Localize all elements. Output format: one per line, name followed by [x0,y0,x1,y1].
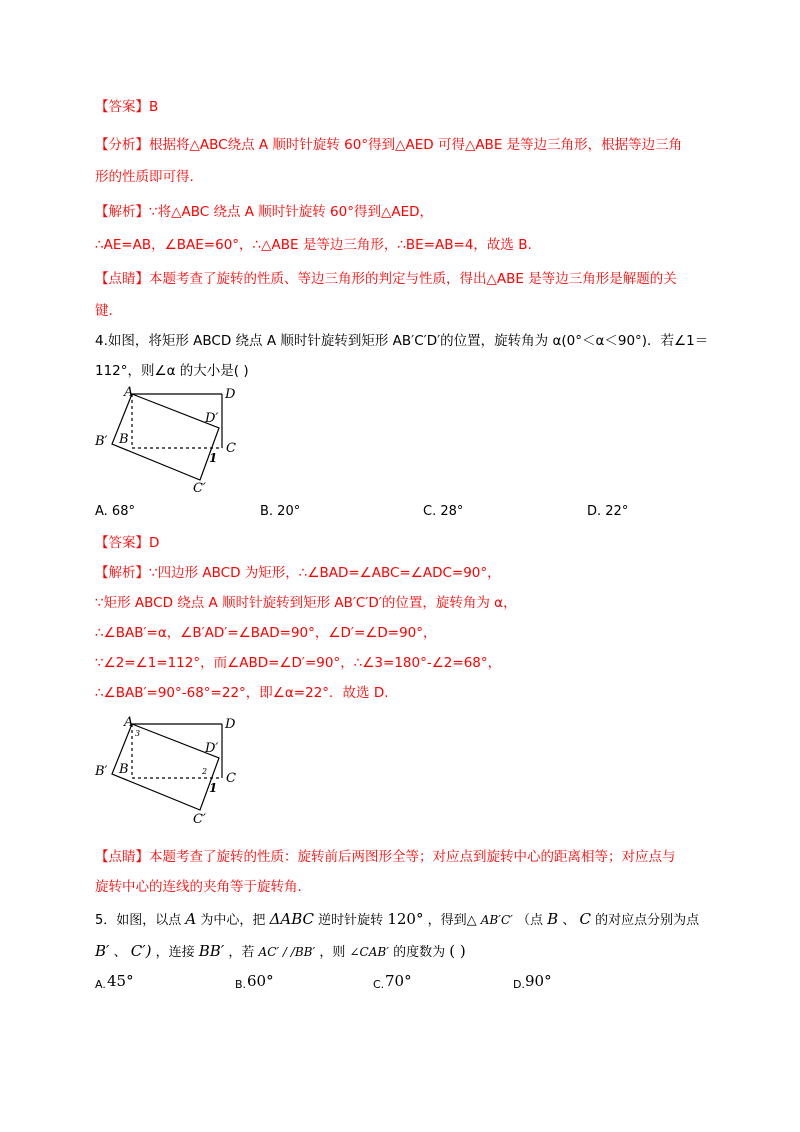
q5-segment-BBp: BB′ [198,942,225,960]
label-D: D [225,387,236,402]
q4-solution-figure [90,710,260,828]
q4-comment-line1: 【点睛】本题考查了旋转的性质：旋转前后两图形全等；对应点到旋转中心的距离相等；对应点与 [95,849,676,865]
q4-solution-line1: 【解析】∵四边形 ABCD 为矩形，∴∠BAD=∠ABC=∠ADC=90°， [95,565,501,581]
sol-label-Dp: D′ [205,741,219,756]
q4-figure [90,380,260,495]
sol-label-1: 1 [209,781,218,795]
q3-answer: 【答案】B [95,99,159,115]
q5-point-Bp: B′ [95,942,110,960]
q5-triangle-ABC: ΔABC [269,910,315,928]
q5-point-A: A [185,910,197,928]
q5-option-b: B. 60° [235,972,274,991]
sol-label-C: C [226,771,236,786]
q5-point-Cp: C′) [130,942,152,960]
label-B: B [119,432,129,447]
q4-option-c: C. 28° [423,504,464,519]
label-A: A [124,385,134,400]
q3-comment-line2: 键. [95,303,113,319]
sol-label-D: D [225,717,236,732]
q4-option-d: D. 22° [587,504,629,519]
q3-analysis-line1: 【分析】根据将△ABC绕点 A 顺时针旋转 60°得到△AED 可得△ABE 是等边三角形，根据等边三角 [95,137,683,153]
q4-answer: 【答案】D [95,535,160,551]
q3-analysis-line2: 形的性质即可得. [95,169,194,185]
sol-label-Cp: C′ [193,812,206,827]
sol-label-2: 2 [202,767,208,776]
q5-stem-line1: 5．如图，以点 A 为中心，把 ΔABC 逆时针旋转 120° ，得到△ AB′C′ （点 B 、 C 的对应点分别为点 [95,910,700,928]
label-Cp: C′ [193,481,206,495]
q5-parallel: AC′ / /BB′ [258,945,316,959]
sol-label-A: A [124,715,134,730]
q5-blank: ( ) [449,942,466,960]
q5-triangle-ABpCp: AB′C′ [480,913,513,927]
q5-point-B: B [547,910,559,928]
q4-comment-line2: 旋转中心的连线的夹角等于旋转角. [95,879,302,895]
sol-label-B: B [119,762,129,777]
q5-option-a: A. 45° [95,972,134,991]
q3-solution-line1: 【解析】∵将△ABC 绕点 A 顺时针旋转 60°得到△AED， [95,204,434,220]
q3-solution-line2: ∴AE=AB，∠BAE=60°，∴△ABE 是等边三角形，∴BE=AB=4，故选 B. [95,237,532,253]
q4-option-a: A. 68° [95,504,135,519]
q5-stem-line2: B′ 、 C′) ，连接 BB′ ，若 AC′ / /BB′ ，则 ∠CAB′ 的度数为 ( ) [95,942,466,960]
label-Dp: D′ [205,411,219,426]
q5-point-C: C [579,910,591,928]
q4-solution-line2: ∵矩形 ABCD 绕点 A 顺时针旋转到矩形 AB′C′D′的位置，旋转角为 α， [95,595,517,611]
q4-solution-line3: ∴∠BAB′=α，∠B′AD′=∠BAD=90°，∠D′=∠D=90°， [95,625,437,641]
label-1: 1 [209,451,218,465]
q4-stem-line1: 4.如图，将矩形 ABCD 绕点 A 顺时针旋转到矩形 AB′C′D′的位置，旋转角为 α(0°＜α＜90°)．若∠1＝ [95,333,709,349]
q4-option-b: B. 20° [260,504,301,519]
q4-solution-line4: ∵∠2=∠1=112°，而∠ABD=∠D′=90°，∴∠3=180°-∠2=68°， [95,655,502,671]
q3-comment-line1: 【点睛】本题考查了旋转的性质、等边三角形的判定与性质，得出△ABE 是等边三角形是解题的关 [95,271,677,287]
q5-angle-CABp: ∠CAB′ [349,945,389,959]
q4-solution-line5: ∴∠BAB′=90°-68°=22°，即∠α=22°．故选 D. [95,685,389,701]
label-C: C [226,441,236,456]
sol-label-Bp: B′ [95,764,108,779]
q4-stem-line2: 112°，则∠α 的大小是( ) [95,363,249,379]
q5-option-d: D. 90° [513,972,552,991]
q5-option-c: C. 70° [373,972,412,991]
label-Bp: B′ [95,434,108,449]
sol-label-3: 3 [135,729,141,738]
q5-angle-120: 120° [387,910,424,928]
